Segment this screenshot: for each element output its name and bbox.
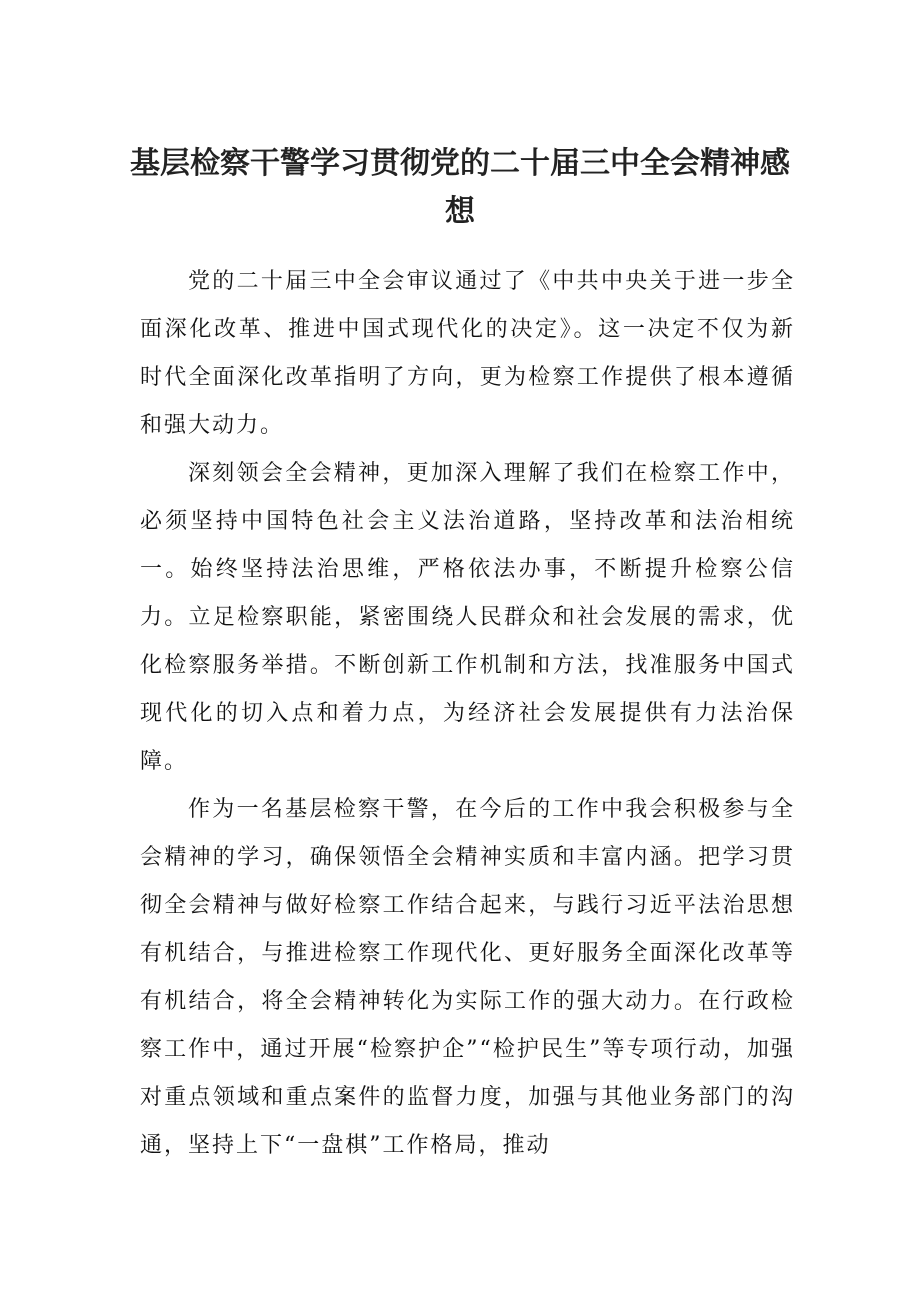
paragraph-1: 党的二十届三中全会审议通过了《中共中央关于进一步全面深化改革、推进中国式现代化的决定》。这一决定不仅为新时代全面深化改革指明了方向，更为检察工作提供了根本遵循和强大动力。 <box>140 269 795 438</box>
document-title: 基层检察干警学习贯彻党的二十届三中全会精神感想 <box>130 146 790 229</box>
paragraph-2: 深刻领会全会精神，更加深入理解了我们在检察工作中，必须坚持中国特色社会主义法治道路，坚持改革和法治相统一。始终坚持法治思维，严格依法办事，不断提升检察公信力。立足检察职能，紧密围绕人民群众和社会发展的需求，优化检察服务举措。不断创新工作机制和方法，找准服务中国式现代化的切入点和着力点，为经济社会发展提供有力法治保障。 <box>140 461 795 774</box>
document-body <box>140 258 795 1170</box>
paragraph-3: 作为一名基层检察干警，在今后的工作中我会积极参与全会精神的学习，确保领悟全会精神实质和丰富内涵。把学习贯彻全会精神与做好检察工作结合起来，与践行习近平法治思想有机结合，与推进检察工作现代化、更好服务全面深化改革等有机结合，将全会精神转化为实际工作的强大动力。在行政检察工作中，通过开展“检察护企”“检护民生”等专项行动，加强对重点领域和重点案件的监督力度，加强与其他业务部门的沟通，坚持上下“一盘棋”工作格局，推动 <box>140 797 795 1158</box>
